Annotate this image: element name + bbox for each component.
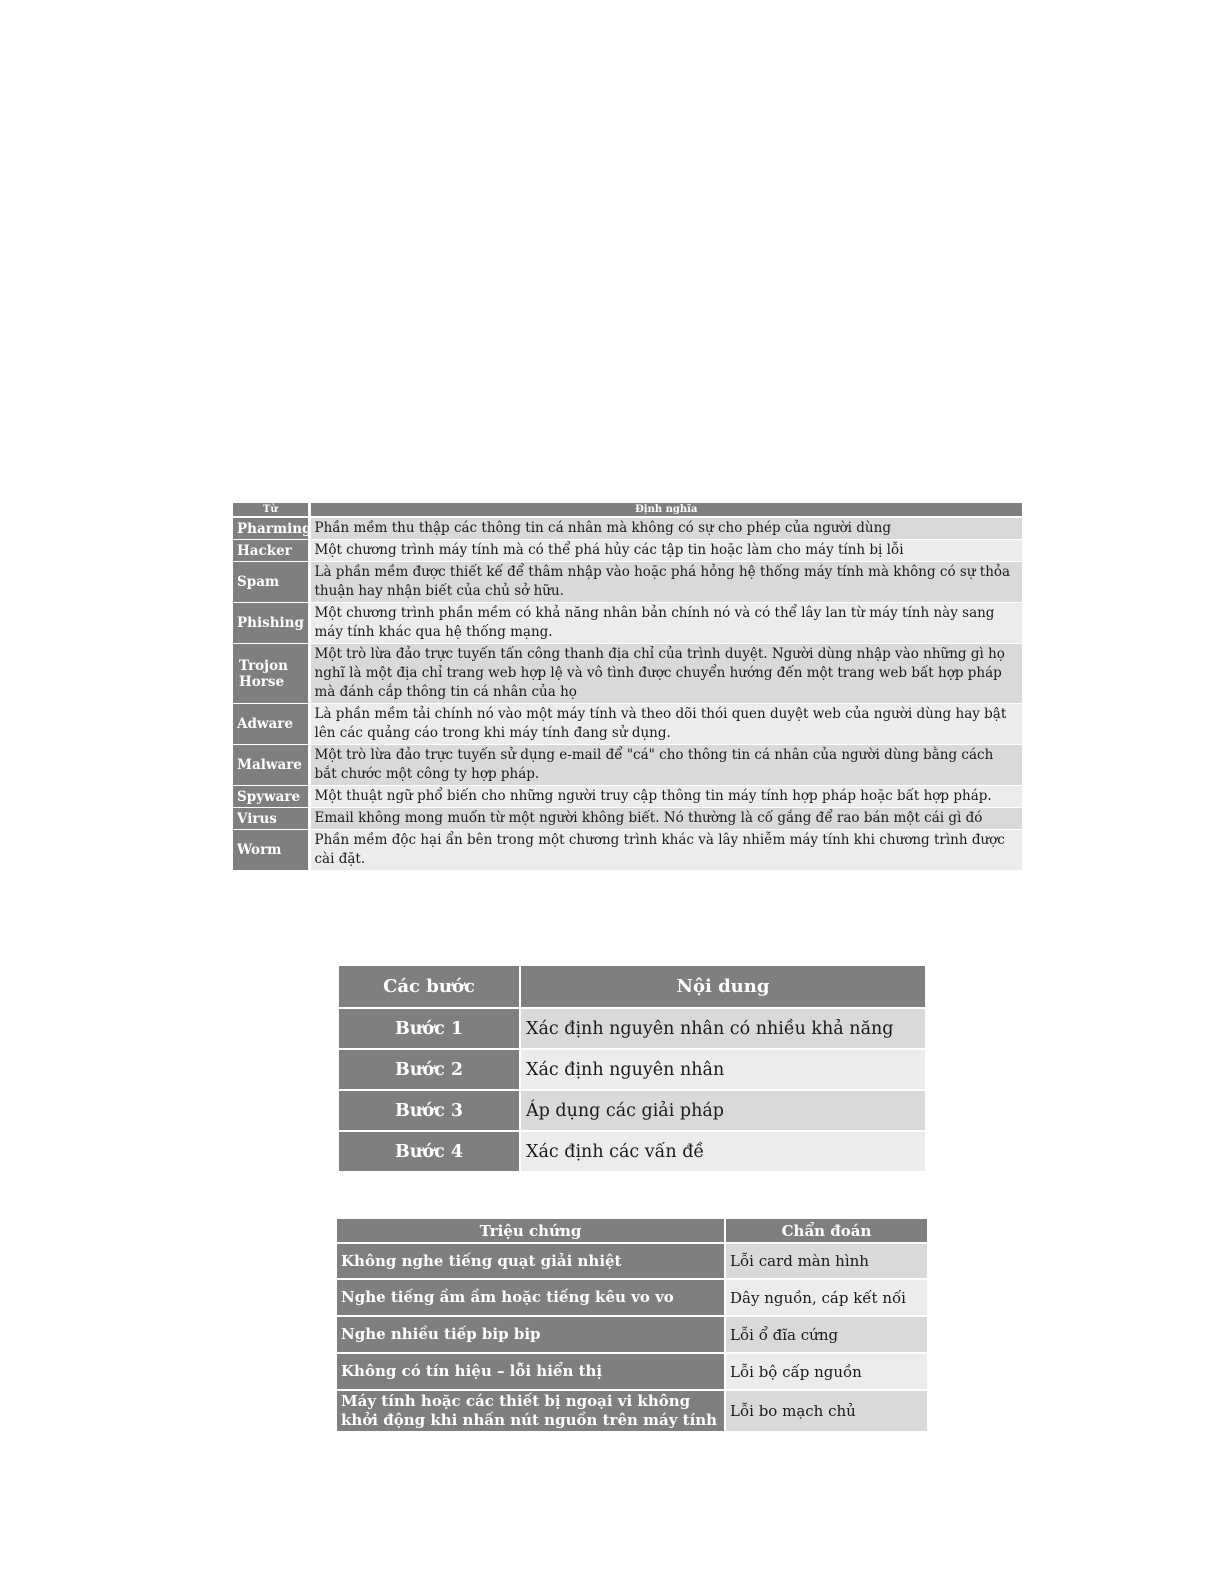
- table-row: [337, 1279, 927, 1316]
- step-cell: Bước 3: [339, 1090, 520, 1131]
- table-row: [339, 1131, 925, 1172]
- column-header-definition: Định nghĩa: [309, 503, 1022, 517]
- table-header-row: [339, 966, 925, 1008]
- table-row: [337, 1243, 927, 1279]
- table-row: [339, 1008, 925, 1049]
- term-cell: Pharming: [233, 517, 309, 540]
- definition-cell: Email không mong muốn từ một người không biết. Nó thường là cố gắng để rao bán một cái gì đó: [309, 808, 1022, 830]
- symptom-cell: Máy tính hoặc các thiết bị ngoại vi không khởi động khi nhấn nút nguồn trên máy tính: [337, 1390, 725, 1432]
- table-row: [233, 562, 1022, 603]
- column-header-symptom: Triệu chứng: [337, 1219, 725, 1243]
- symptom-cell: Nghe tiếng ầm ầm hoặc tiếng kêu vo vo: [337, 1279, 725, 1316]
- definition-cell: Một chương trình máy tính mà có thể phá hủy các tập tin hoặc làm cho máy tính bị lỗi: [309, 540, 1022, 562]
- step-cell: Bước 2: [339, 1049, 520, 1090]
- definition-cell: Một thuật ngữ phổ biến cho những người truy cập thông tin máy tính hợp pháp hoặc bất hợp pháp.: [309, 786, 1022, 808]
- term-cell: Virus: [233, 808, 309, 830]
- table-row: [339, 1049, 925, 1090]
- definition-cell: Một trò lừa đảo trực tuyến sử dụng e-mail để "cá" cho thông tin cá nhân của người dùng bằng cách bắt chước một công ty hợp pháp.: [309, 745, 1022, 786]
- symptom-cell: Không có tín hiệu – lỗi hiển thị: [337, 1353, 725, 1390]
- term-cell: Spyware: [233, 786, 309, 808]
- term-cell: Trojon Horse: [233, 644, 309, 704]
- table-row: [233, 603, 1022, 644]
- table-row: [337, 1316, 927, 1353]
- column-header-term: Từ: [233, 503, 309, 517]
- diagnosis-cell: Lỗi ổ đĩa cứng: [725, 1316, 927, 1353]
- table-row: [337, 1353, 927, 1390]
- content-cell: Xác định các vấn đề: [520, 1131, 925, 1172]
- definition-cell: Là phần mềm tải chính nó vào một máy tính và theo dõi thói quen duyệt web của người dùng hay bật lên các quảng cáo trong khi máy tính đang sử dụng.: [309, 704, 1022, 745]
- column-header-diagnosis: Chẩn đoán: [725, 1219, 927, 1243]
- table-row: [233, 830, 1022, 871]
- column-header-steps: Các bước: [339, 966, 520, 1008]
- definition-cell: Một chương trình phần mềm có khả năng nhân bản chính nó và có thể lây lan từ máy tính này sang máy tính khác qua hệ thống mạng.: [309, 603, 1022, 644]
- content-cell: Áp dụng các giải pháp: [520, 1090, 925, 1131]
- table-row: [233, 517, 1022, 540]
- content-cell: Xác định nguyên nhân: [520, 1049, 925, 1090]
- column-header-content: Nội dung: [520, 966, 925, 1008]
- term-cell: Phishing: [233, 603, 309, 644]
- table-row: [233, 644, 1022, 704]
- table-row: [233, 786, 1022, 808]
- diagnosis-cell: Dây nguồn, cáp kết nối: [725, 1279, 927, 1316]
- definition-cell: Là phần mềm được thiết kế để thâm nhập vào hoặc phá hỏng hệ thống máy tính mà không có sự thỏa thuận hay nhận biết của chủ sở hữu.: [309, 562, 1022, 603]
- term-cell: Adware: [233, 704, 309, 745]
- step-cell: Bước 1: [339, 1008, 520, 1049]
- diagnosis-cell: Lỗi bộ cấp nguồn: [725, 1353, 927, 1390]
- content-cell: Xác định nguyên nhân có nhiều khả năng: [520, 1008, 925, 1049]
- table-header-row: [337, 1219, 927, 1243]
- table-row: [337, 1390, 927, 1432]
- table-row: [233, 704, 1022, 745]
- steps-table: [339, 966, 925, 1173]
- diagnosis-cell: Lỗi bo mạch chủ: [725, 1390, 927, 1432]
- table-row: [233, 745, 1022, 786]
- term-cell: Worm: [233, 830, 309, 871]
- term-cell: Spam: [233, 562, 309, 603]
- diagnosis-cell: Lỗi card màn hình: [725, 1243, 927, 1279]
- definition-cell: Một trò lừa đảo trực tuyến tấn công thanh địa chỉ của trình duyệt. Người dùng nhập vào những gì họ nghĩ là một địa chỉ trang web hợp lệ và vô tình được chuyển hướng đến một trang web bất hợp pháp mà đánh cắp thông tin cá nhân của họ: [309, 644, 1022, 704]
- step-cell: Bước 4: [339, 1131, 520, 1172]
- table-row: [233, 540, 1022, 562]
- table-row: [339, 1090, 925, 1131]
- definition-cell: Phần mềm độc hại ẩn bên trong một chương trình khác và lây nhiễm máy tính khi chương trình được cài đặt.: [309, 830, 1022, 871]
- symptom-cell: Không nghe tiếng quạt giải nhiệt: [337, 1243, 725, 1279]
- definition-cell: Phần mềm thu thập các thông tin cá nhân mà không có sự cho phép của người dùng: [309, 517, 1022, 540]
- term-cell: Malware: [233, 745, 309, 786]
- symptom-cell: Nghe nhiều tiếp bip bip: [337, 1316, 725, 1353]
- table-header-row: [233, 503, 1022, 517]
- terms-table: [233, 503, 1022, 871]
- symptoms-table: [337, 1219, 927, 1433]
- term-cell: Hacker: [233, 540, 309, 562]
- table-row: [233, 808, 1022, 830]
